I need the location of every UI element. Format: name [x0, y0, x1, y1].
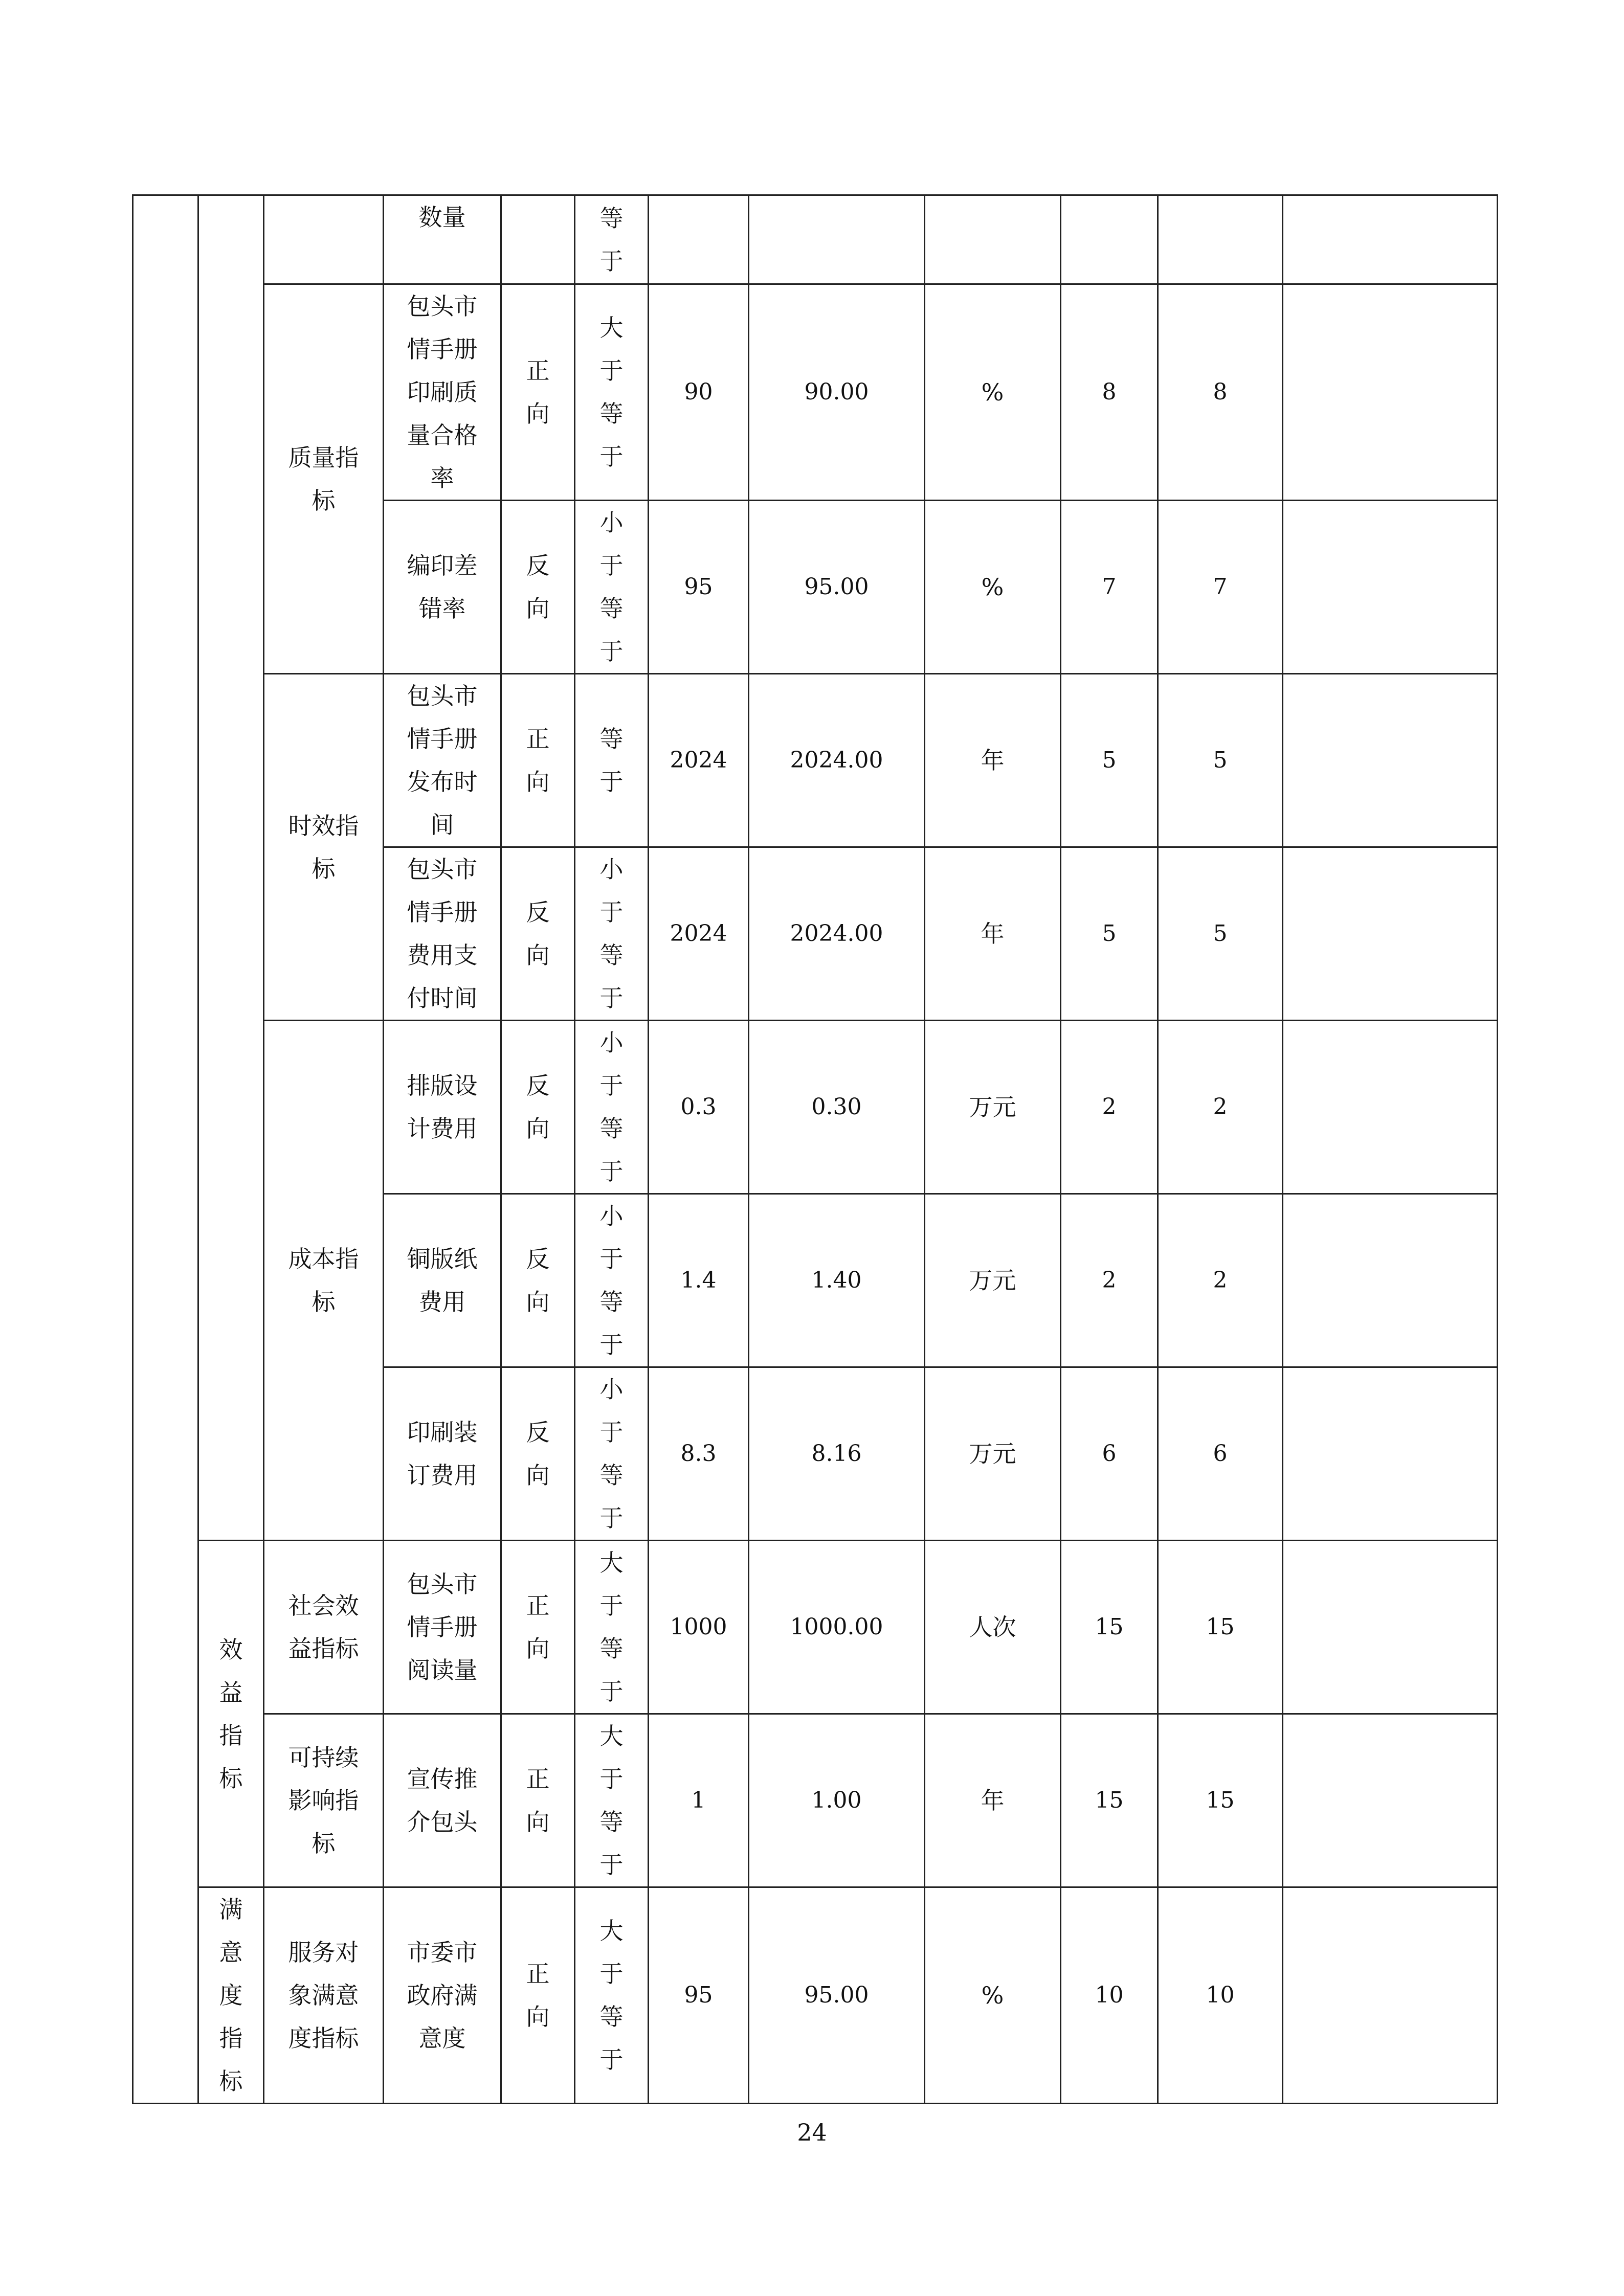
score-cell	[1158, 195, 1283, 284]
direction-cell: 正向	[501, 1714, 575, 1887]
note-cell	[1283, 1887, 1498, 2104]
target-value-cell: 1	[649, 1714, 749, 1887]
table-row	[133, 1021, 1498, 1194]
weight-cell: 2	[1061, 1194, 1158, 1367]
score-cell: 7	[1158, 501, 1283, 674]
target-value-cell	[649, 195, 749, 284]
direction-cell: 正向	[501, 1541, 575, 1714]
operator-cell: 大于等于	[575, 1541, 649, 1714]
indicator-table	[132, 194, 1498, 2104]
note-cell	[1283, 847, 1498, 1021]
unit-cell: 年	[925, 847, 1061, 1021]
weight-cell: 15	[1061, 1714, 1158, 1887]
weight-cell	[1061, 195, 1158, 284]
indicator-name-cell: 数量	[384, 195, 501, 284]
third-level-indicator-cell: 质量指标	[264, 284, 384, 674]
unit-cell: %	[925, 284, 1061, 501]
direction-cell	[501, 195, 575, 284]
actual-value-cell: 1.00	[749, 1714, 925, 1887]
indicator-name-cell: 排版设计费用	[384, 1021, 501, 1194]
target-value-cell: 0.3	[649, 1021, 749, 1194]
indicator-name-cell: 包头市情手册发布时间	[384, 674, 501, 847]
weight-cell: 2	[1061, 1021, 1158, 1194]
indicator-name-cell: 宣传推介包头	[384, 1714, 501, 1887]
note-cell	[1283, 195, 1498, 284]
actual-value-cell: 2024.00	[749, 674, 925, 847]
table-row	[133, 1887, 1498, 2104]
table-row	[133, 195, 1498, 284]
actual-value-cell: 1000.00	[749, 1541, 925, 1714]
score-cell: 5	[1158, 674, 1283, 847]
score-cell: 2	[1158, 1194, 1283, 1367]
target-value-cell: 2024	[649, 847, 749, 1021]
direction-cell: 反向	[501, 1367, 575, 1541]
target-value-cell: 95	[649, 1887, 749, 2104]
score-cell: 15	[1158, 1714, 1283, 1887]
unit-cell: 人次	[925, 1541, 1061, 1714]
operator-cell: 小于等于	[575, 847, 649, 1021]
operator-cell: 小于等于	[575, 501, 649, 674]
operator-cell: 小于等于	[575, 1194, 649, 1367]
indicator-name-cell: 包头市情手册阅读量	[384, 1541, 501, 1714]
first-level-indicator-cell	[133, 195, 198, 2104]
actual-value-cell: 2024.00	[749, 847, 925, 1021]
score-cell: 10	[1158, 1887, 1283, 2104]
score-cell: 2	[1158, 1021, 1283, 1194]
target-value-cell: 2024	[649, 674, 749, 847]
third-level-indicator-cell: 时效指标	[264, 674, 384, 1021]
direction-cell: 反向	[501, 501, 575, 674]
indicator-name-cell: 编印差错率	[384, 501, 501, 674]
table-row	[133, 1541, 1498, 1714]
operator-cell: 大于等于	[575, 284, 649, 501]
unit-cell: %	[925, 1887, 1061, 2104]
second-level-indicator-cell: 满意度指标	[198, 1887, 264, 2104]
weight-cell: 10	[1061, 1887, 1158, 2104]
unit-cell: 万元	[925, 1194, 1061, 1367]
actual-value-cell	[749, 195, 925, 284]
table-row	[133, 1714, 1498, 1887]
unit-cell: %	[925, 501, 1061, 674]
table-row	[133, 284, 1498, 501]
weight-cell: 15	[1061, 1541, 1158, 1714]
note-cell	[1283, 674, 1498, 847]
unit-cell: 万元	[925, 1367, 1061, 1541]
note-cell	[1283, 1021, 1498, 1194]
weight-cell: 5	[1061, 674, 1158, 847]
actual-value-cell: 95.00	[749, 1887, 925, 2104]
direction-cell: 正向	[501, 674, 575, 847]
weight-cell: 7	[1061, 501, 1158, 674]
note-cell	[1283, 284, 1498, 501]
score-cell: 8	[1158, 284, 1283, 501]
weight-cell: 6	[1061, 1367, 1158, 1541]
direction-cell: 反向	[501, 847, 575, 1021]
operator-cell: 小于等于	[575, 1021, 649, 1194]
direction-cell: 正向	[501, 1887, 575, 2104]
third-level-indicator-cell: 服务对象满意度指标	[264, 1887, 384, 2104]
note-cell	[1283, 1367, 1498, 1541]
indicator-name-cell: 包头市情手册印刷质量合格率	[384, 284, 501, 501]
indicator-name-cell: 印刷装订费用	[384, 1367, 501, 1541]
operator-cell: 大于等于	[575, 1887, 649, 2104]
operator-cell: 大于等于	[575, 1714, 649, 1887]
indicator-name-cell: 市委市政府满意度	[384, 1887, 501, 2104]
third-level-indicator-cell: 可持续影响指标	[264, 1714, 384, 1887]
target-value-cell: 8.3	[649, 1367, 749, 1541]
second-level-indicator-cell	[198, 195, 264, 1541]
operator-cell: 小于等于	[575, 1367, 649, 1541]
third-level-indicator-cell	[264, 195, 384, 284]
target-value-cell: 1000	[649, 1541, 749, 1714]
target-value-cell: 95	[649, 501, 749, 674]
second-level-indicator-cell: 效益指标	[198, 1541, 264, 1887]
weight-cell: 8	[1061, 284, 1158, 501]
score-cell: 6	[1158, 1367, 1283, 1541]
direction-cell: 反向	[501, 1021, 575, 1194]
unit-cell: 万元	[925, 1021, 1061, 1194]
actual-value-cell: 8.16	[749, 1367, 925, 1541]
unit-cell	[925, 195, 1061, 284]
unit-cell: 年	[925, 674, 1061, 847]
operator-cell: 等于	[575, 674, 649, 847]
score-cell: 5	[1158, 847, 1283, 1021]
actual-value-cell: 95.00	[749, 501, 925, 674]
note-cell	[1283, 501, 1498, 674]
actual-value-cell: 90.00	[749, 284, 925, 501]
page-number: 24	[797, 2119, 827, 2146]
direction-cell: 正向	[501, 284, 575, 501]
score-cell: 15	[1158, 1541, 1283, 1714]
target-value-cell: 90	[649, 284, 749, 501]
indicator-name-cell: 包头市情手册费用支付时间	[384, 847, 501, 1021]
operator-cell: 等于	[575, 195, 649, 284]
actual-value-cell: 1.40	[749, 1194, 925, 1367]
indicator-name-cell: 铜版纸费用	[384, 1194, 501, 1367]
target-value-cell: 1.4	[649, 1194, 749, 1367]
weight-cell: 5	[1061, 847, 1158, 1021]
note-cell	[1283, 1194, 1498, 1367]
actual-value-cell: 0.30	[749, 1021, 925, 1194]
third-level-indicator-cell: 社会效益指标	[264, 1541, 384, 1714]
direction-cell: 反向	[501, 1194, 575, 1367]
note-cell	[1283, 1541, 1498, 1714]
table-row	[133, 674, 1498, 847]
note-cell	[1283, 1714, 1498, 1887]
unit-cell: 年	[925, 1714, 1061, 1887]
third-level-indicator-cell: 成本指标	[264, 1021, 384, 1541]
